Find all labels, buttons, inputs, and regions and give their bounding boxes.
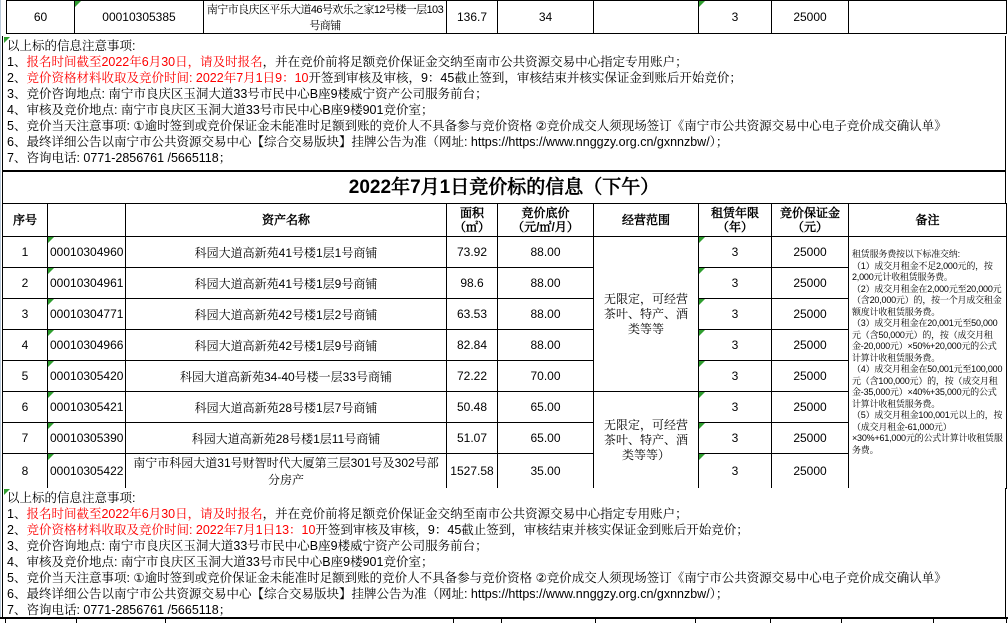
column-header-6: 租赁年限 （年） (699, 204, 772, 237)
cell-error-marker (699, 423, 705, 429)
note-text: 竞价当天注意事项: ①逾时签到或竞价保证金未能准时足额到账的竞价人不具备参与竞价资格 ②竞价成交人须现场签订《南宁市公共资源交易中心电子竞价成交确认单》 (26, 119, 947, 133)
note-number: 3、 (7, 539, 27, 553)
column-border-tick (595, 619, 596, 623)
note-red-text: 竞价资格材料收取及竞价时间: 2022年7月1日9：10 (26, 71, 309, 85)
floor-price: 70.00 (498, 361, 594, 392)
section-title: 2022年7月1日竞价标的信息（下午） (2, 170, 1006, 203)
bid-deposit: 25000 (772, 330, 849, 361)
next-table-partial (0, 619, 1008, 623)
note-number: 4、 (7, 103, 27, 117)
top-row-cell-2: 南宁市良庆区平乐大道46号欢乐之家12号楼一层103号商铺 (204, 1, 447, 34)
cell-error-marker (699, 299, 705, 305)
remark-line: （5）成交月租金100,001元以上的，按（成交月租金-61,000元）×30%+61,000元的公式计算计收租赁服务费。 (852, 410, 1003, 455)
business-scope: 无限定，可经营茶叶、特产、酒类等等） (594, 392, 699, 489)
note-number: 1、 (7, 55, 27, 69)
asset-name: 科园大道高新苑41号楼1层1号商铺 (126, 237, 447, 268)
area-sqm: 82.84 (447, 330, 498, 361)
cell-error-marker (699, 237, 705, 243)
row-number: 1 (3, 237, 48, 268)
note-number: 6、 (7, 587, 27, 601)
lease-years: 3 (699, 299, 772, 330)
asset-name: 科园大道高新苑42号楼1层2号商铺 (126, 299, 447, 330)
lease-years: 3 (699, 454, 772, 489)
top-row-cell-4: 34 (498, 1, 594, 34)
top-row-cell-1: 00010305385 (75, 1, 204, 34)
column-border-tick (165, 619, 166, 623)
header-row (3, 204, 1007, 237)
note-text: 咨询电话: 0771-2856761 /5665118； (26, 151, 232, 165)
column-border-tick (76, 619, 77, 623)
bid-deposit: 25000 (772, 299, 849, 330)
top-row-cell-8 (849, 1, 1007, 34)
note-item-2 (7, 70, 1005, 86)
area-sqm: 98.6 (447, 268, 498, 299)
cell-error-marker (48, 330, 54, 336)
asset-id: 00010304960 (48, 237, 126, 268)
bid-deposit: 25000 (772, 268, 849, 299)
column-border-tick (501, 619, 502, 623)
note-text: 审核及竞价地点: 南宁市良庆区玉洞大道33号市民中心B座9楼901竞价室； (26, 103, 434, 117)
bid-deposit: 25000 (772, 392, 849, 423)
lease-years: 3 (699, 361, 772, 392)
floor-price: 88.00 (498, 237, 594, 268)
column-border-tick (770, 619, 771, 623)
cell-error-marker (48, 454, 54, 460)
note-text: 竞价当天注意事项: ①逾时签到或竞价保证金未能准时足额到账的竞价人不具备参与竞价资格 ②竞价成交人须现场签订《南宁市公共资源交易中心电子竞价成交确认单》 (26, 571, 947, 585)
note-red-text: 报名时间截至2022年6月30日，请及时报名 (26, 55, 263, 69)
column-border-tick (695, 619, 696, 623)
remark-line: 租赁服务费按以下标准交纳: (852, 249, 960, 259)
note-text: 审核及竞价地点: 南宁市良庆区玉洞大道33号市民中心B座9楼901竞价室； (26, 555, 434, 569)
top-row-cell-7: 25000 (772, 1, 849, 34)
note-text: ，并在竞价前将足额竞价保证金交纳至南市公共资源交易中心指定专用账户； (262, 55, 688, 69)
remark-line: （4）成交月租金在50,001元至100,000元（含100,000元）的，按（成交月租金-35,000元）×40%+35,000元的公式计算计收租赁服务费。 (852, 364, 1003, 409)
cell-error-marker (48, 361, 54, 367)
note-item-6 (7, 134, 1005, 150)
row-number: 7 (3, 423, 48, 454)
note-item-1 (7, 54, 1005, 70)
note-number: 7、 (7, 151, 27, 165)
asset-name: 科园大道高新苑41号楼1层9号商铺 (126, 268, 447, 299)
notes-heading: 以上标的信息注意事项: (7, 491, 136, 505)
note-item-7 (7, 150, 1005, 166)
note-text: 竞价咨询地点: 南宁市良庆区玉洞大道33号市民中心B座9楼威宁资产公司服务前台； (26, 87, 488, 101)
column-border-tick (1006, 619, 1007, 623)
bid-deposit: 25000 (772, 361, 849, 392)
remark-line: （3）成交月租金在20,001元至50,000元（含50,000元）的，按（成交月租金-20,000元）×50%+20,000元的公式计算计收租赁服务费。 (852, 318, 998, 363)
floor-price: 88.00 (498, 330, 594, 361)
notes-afternoon (2, 488, 1006, 617)
afternoon-table (2, 203, 1007, 489)
note-number: 5、 (7, 119, 27, 133)
column-header-0: 序号 (3, 204, 48, 237)
note-text: 最终详细公告以南宁市公共资源交易中心【综合交易版块】挂牌公告为准（网址: https://https://www.nnggzy.org.cn/gxnnzbw/）； (26, 587, 729, 601)
cell-error-marker (4, 489, 10, 495)
column-header-3: 面积 （㎡） (447, 204, 498, 237)
note-number: 4、 (7, 555, 27, 569)
asset-id: 00010304961 (48, 268, 126, 299)
row-number: 5 (3, 361, 48, 392)
asset-id: 00010304966 (48, 330, 126, 361)
top-row (7, 1, 1007, 34)
main-tbody (3, 237, 1007, 489)
note-item-1 (7, 506, 1005, 522)
floor-price: 65.00 (498, 392, 594, 423)
note-number: 6、 (7, 135, 27, 149)
asset-id: 00010305390 (48, 423, 126, 454)
row-number: 2 (3, 268, 48, 299)
lease-years: 3 (699, 268, 772, 299)
note-number: 7、 (7, 603, 27, 617)
column-border-tick (933, 619, 934, 623)
row-number: 8 (3, 454, 48, 489)
asset-name: 科园大道高新苑28号楼1层7号商铺 (126, 392, 447, 423)
note-item-4 (7, 102, 1005, 118)
note-red-text: 报名时间截至2022年6月30日，请及时报名 (26, 507, 263, 521)
note-item-5 (7, 570, 1005, 586)
note-item-7 (7, 602, 1005, 618)
note-text: ，并在竞价前将足额竞价保证金交纳至南市公共资源交易中心指定专用账户； (262, 507, 688, 521)
note-number: 1、 (7, 507, 27, 521)
row-number: 3 (3, 299, 48, 330)
floor-price: 88.00 (498, 268, 594, 299)
cell-error-marker (48, 237, 54, 243)
top-row-cell-6: 3 (699, 1, 772, 34)
morning-table-partial (6, 0, 1007, 34)
lease-years: 3 (699, 330, 772, 361)
remark-line: （2）成交月租金在2,000元至20,000元（含20,000元）的，按一个月成交租金额度计收租赁服务费。 (852, 283, 1002, 317)
asset-id: 00010304771 (48, 299, 126, 330)
lease-years: 3 (699, 392, 772, 423)
column-header-5: 经营范围 (594, 204, 699, 237)
note-text: 最终详细公告以南宁市公共资源交易中心【综合交易版块】挂牌公告为准（网址: https://https://www.nnggzy.org.cn/gxnnzbw/）； (26, 135, 729, 149)
column-header-2: 资产名称 (126, 204, 447, 237)
asset-row-1 (3, 237, 1007, 268)
cell-error-marker (699, 454, 705, 460)
note-item-3 (7, 538, 1005, 554)
note-text: 开签到审核及审核，9：45截止签到，审核结束并核实保证金到账后开始竞价； (315, 523, 749, 537)
asset-name: 科园大道高新苑42号楼1层9号商铺 (126, 330, 447, 361)
area-sqm: 50.48 (447, 392, 498, 423)
note-number: 5、 (7, 571, 27, 585)
area-sqm: 72.22 (447, 361, 498, 392)
bid-deposit: 25000 (772, 454, 849, 489)
column-header-8: 备注 (849, 204, 1007, 237)
column-header-1 (48, 204, 126, 237)
asset-id: 00010305420 (48, 361, 126, 392)
asset-id: 00010305422 (48, 454, 126, 489)
cell-error-marker (48, 392, 54, 398)
cell-error-marker (75, 1, 81, 7)
row-number: 6 (3, 392, 48, 423)
lease-years: 3 (699, 423, 772, 454)
notes-heading: 以上标的信息注意事项: (7, 39, 136, 53)
note-item-6 (7, 586, 1005, 602)
note-text: 咨询电话: 0771-2856761 /5665118； (26, 603, 232, 617)
top-row-cell-3: 136.7 (447, 1, 498, 34)
note-item-2 (7, 522, 1005, 538)
area-sqm: 73.92 (447, 237, 498, 268)
note-text: 开签到审核及审核，9：45截止签到，审核结束并核实保证金到账后开始竞价； (308, 71, 742, 85)
column-border-tick (841, 619, 842, 623)
cell-error-marker (699, 268, 705, 274)
note-number: 3、 (7, 87, 27, 101)
top-row-cell-5 (594, 1, 699, 34)
cell-error-marker (4, 37, 10, 43)
floor-price: 35.00 (498, 454, 594, 489)
asset-name: 科园大道高新苑28号楼1层11号商铺 (126, 423, 447, 454)
column-border-tick (453, 619, 454, 623)
cell-error-marker (48, 299, 54, 305)
note-item-5 (7, 118, 1005, 134)
asset-id: 00010305421 (48, 392, 126, 423)
area-sqm: 1527.58 (447, 454, 498, 489)
asset-name: 科园大道高新苑34-40号楼一层33号商铺 (126, 361, 447, 392)
note-number: 2、 (7, 71, 27, 85)
floor-price: 88.00 (498, 299, 594, 330)
lease-years: 3 (699, 237, 772, 268)
cell-error-marker (48, 423, 54, 429)
cell-error-marker (699, 1, 705, 7)
area-sqm: 63.53 (447, 299, 498, 330)
remark-cell (849, 237, 1007, 489)
area-sqm: 51.07 (447, 423, 498, 454)
note-number: 2、 (7, 523, 27, 537)
bid-deposit: 25000 (772, 237, 849, 268)
top-row-cell-0: 60 (7, 1, 75, 34)
column-border-tick (5, 619, 6, 623)
notes-morning (2, 36, 1006, 170)
business-scope: 无限定，可经营茶叶、特产、酒类等等 (594, 237, 699, 392)
cell-error-marker (699, 330, 705, 336)
note-text: 竞价咨询地点: 南宁市良庆区玉洞大道33号市民中心B座9楼威宁资产公司服务前台； (26, 539, 488, 553)
floor-price: 65.00 (498, 423, 594, 454)
note-red-text: 竞价资格材料收取及竞价时间: 2022年7月1日13：10 (26, 523, 316, 537)
bid-deposit: 25000 (772, 423, 849, 454)
column-header-4: 竞价底价 （元/㎡/月） (498, 204, 594, 237)
column-header-7: 竞价保证金 （元） (772, 204, 849, 237)
row-number: 4 (3, 330, 48, 361)
asset-name: 南宁市科园大道31号财智时代大厦第三层301号及302号部分房产 (126, 454, 447, 489)
cell-error-marker (48, 268, 54, 274)
remark-line: （1）成交月租金不足2,000元的，按2,000元计收租赁服务费。 (852, 260, 993, 282)
note-item-4 (7, 554, 1005, 570)
note-item-3 (7, 86, 1005, 102)
cell-error-marker (699, 392, 705, 398)
cell-error-marker (699, 361, 705, 367)
